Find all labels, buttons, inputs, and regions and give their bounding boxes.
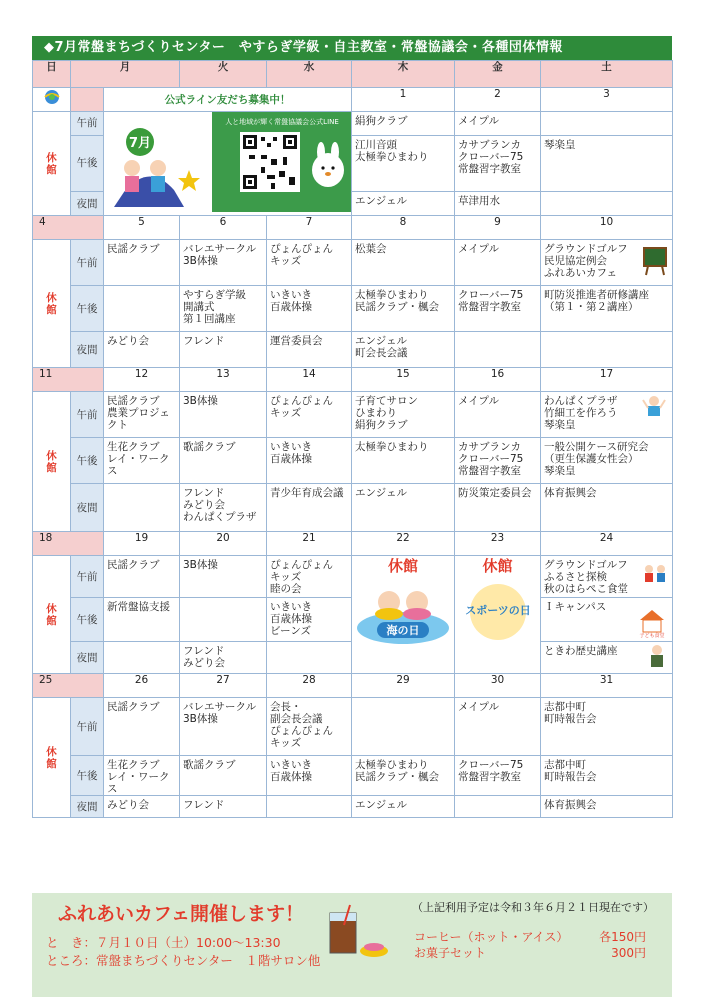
d2-am: メイプル	[455, 112, 541, 136]
d27-night: フレンド	[180, 796, 267, 818]
slot-pm: 午後	[71, 286, 104, 332]
d3-am	[541, 112, 673, 136]
samurai-icon	[648, 644, 666, 668]
d10-am: グラウンドゴルフ 民児協定例会 ふれあいカフェ	[541, 240, 673, 286]
d13-pm: 歌謡クラブ	[180, 438, 267, 484]
date-21: 21	[267, 532, 352, 556]
week2-night-row	[33, 332, 673, 368]
d21-pm: いきいき 百歳体操 ビーンズ	[267, 598, 352, 642]
d1-am: 絹狗クラブ	[352, 112, 455, 136]
date-31: 31	[541, 674, 673, 698]
date-26: 26	[104, 674, 180, 698]
slot-pm: 午後	[71, 135, 104, 191]
d21-night	[267, 642, 352, 674]
d9-night	[455, 332, 541, 368]
slot-night: 夜間	[71, 642, 104, 674]
date-24: 24	[541, 532, 673, 556]
d29-am	[352, 698, 455, 756]
people-icon	[640, 560, 670, 590]
d24-pm: Ｉキャンパス 子ども食堂	[541, 598, 673, 642]
date-8: 8	[352, 216, 455, 240]
d9-am: メイプル	[455, 240, 541, 286]
sports-day-illustration	[456, 572, 540, 652]
d2-pm: カサブランカ クローバー75 常盤習字教室	[455, 135, 541, 191]
date-14: 14	[267, 368, 352, 392]
line-promo-image	[104, 112, 352, 216]
schedule-note: （上記利用予定は令和３年６月２１日現在です）	[412, 901, 654, 914]
week4-date-row	[33, 532, 673, 556]
d7-night: 運営委員会	[267, 332, 352, 368]
weekday-sun: 日	[33, 61, 71, 88]
week3-pm-row	[33, 438, 673, 484]
cafe-date: と き：７月１０日（土）10:00〜13:30	[46, 935, 281, 950]
date-12: 12	[104, 368, 180, 392]
d31-am: 志都中町 町時報告会	[541, 698, 673, 756]
date-7: 7	[267, 216, 352, 240]
slot-night: 夜間	[71, 796, 104, 818]
d15-night: エンジェル	[352, 484, 455, 532]
date-10: 10	[541, 216, 673, 240]
date-15: 15	[352, 368, 455, 392]
d5-pm	[104, 286, 180, 332]
d14-am: ぴょんぴょん キッズ	[267, 392, 352, 438]
date-19: 19	[104, 532, 180, 556]
cafe-announcement	[32, 893, 672, 997]
date-11: 11	[33, 368, 104, 392]
d29-night: エンジェル	[352, 796, 455, 818]
weekday-mon: 月	[71, 61, 180, 88]
iced-coffee-icon	[322, 903, 392, 963]
week1-am-row	[33, 112, 673, 136]
slot-spacer	[71, 88, 104, 112]
holiday-label: 休館	[482, 557, 513, 575]
d6-am: バレエサークル 3B体操	[180, 240, 267, 286]
d3-night	[541, 192, 673, 216]
d8-night: エンジェル 町会長会議	[352, 332, 455, 368]
d26-night: みどり会	[104, 796, 180, 818]
signboard-icon	[642, 246, 668, 276]
d17-am: わんぱくプラザ 竹細工を作ろう 琴楽皇	[541, 392, 673, 438]
d26-pm: 生花クラブ レイ・ワークス	[104, 756, 180, 796]
date-16: 16	[455, 368, 541, 392]
week2-date-row	[33, 216, 673, 240]
d8-pm: 太極拳ひまわり 民謡クラブ・楓会	[352, 286, 455, 332]
d27-pm: 歌謡クラブ	[180, 756, 267, 796]
d31-pm: 志都中町 町時報告会	[541, 756, 673, 796]
umi-label: 海の日	[386, 624, 420, 637]
week2-am-row	[33, 240, 673, 286]
line-caption: 人と地域が輝く常盤協議会公式LINE	[225, 118, 339, 126]
d22-holiday	[352, 556, 455, 674]
slot-am: 午前	[71, 112, 104, 136]
month-badge: 7月	[128, 136, 152, 151]
date-27: 27	[180, 674, 267, 698]
weekday-tue: 火	[180, 61, 267, 88]
slot-night: 夜間	[71, 192, 104, 216]
d16-night: 防災策定委員会	[455, 484, 541, 532]
d28-pm: いきいき 百歳体操	[267, 756, 352, 796]
week3-date-row	[33, 368, 673, 392]
sports-label: スポーツの日	[464, 604, 531, 617]
d20-night: フレンド みどり会	[180, 642, 267, 674]
calendar-page	[32, 36, 672, 818]
d23-holiday	[455, 556, 541, 674]
kodomo-shokudo-icon	[638, 608, 666, 638]
d20-pm	[180, 598, 267, 642]
weekday-wed: 水	[267, 61, 352, 88]
d3-pm: 琴楽皇	[541, 135, 673, 191]
d6-pm: やすらぎ学級 開講式 第１回講座	[180, 286, 267, 332]
child-figure-icon	[642, 394, 666, 420]
d15-pm: 太極拳ひまわり	[352, 438, 455, 484]
d27-am: バレエサークル 3B体操	[180, 698, 267, 756]
cafe-menu	[414, 929, 646, 961]
date-29: 29	[352, 674, 455, 698]
slot-am: 午前	[71, 698, 104, 756]
slot-am: 午前	[71, 240, 104, 286]
d10-night	[541, 332, 673, 368]
weekday-fri: 金	[455, 61, 541, 88]
date-5: 5	[104, 216, 180, 240]
d1-night: エンジェル	[352, 192, 455, 216]
d17-night: 体育振興会	[541, 484, 673, 532]
d24-night: ときわ歴史講座	[541, 642, 673, 674]
d17-pm: 一般公開ケース研究会 （更生保護女性会） 琴楽皇	[541, 438, 673, 484]
cafe-place: ところ：常盤まちづくりセンター １階サロン他	[46, 953, 321, 968]
date-22: 22	[352, 532, 455, 556]
week5-am-row	[33, 698, 673, 756]
calendar-table	[32, 60, 673, 818]
date-25: 25	[33, 674, 104, 698]
slot-pm: 午後	[71, 756, 104, 796]
date-18: 18	[33, 532, 104, 556]
d19-am: 民謡クラブ	[104, 556, 180, 598]
d10-pm: 町防災推進者研修講座 （第１・第２講座）	[541, 286, 673, 332]
d14-pm: いきいき 百歳体操	[267, 438, 352, 484]
d30-am: メイプル	[455, 698, 541, 756]
closed-label: 休 館	[33, 112, 71, 216]
week1-date-row	[33, 88, 673, 112]
date-13: 13	[180, 368, 267, 392]
d13-night: フレンド みどり会 わんぱくプラザ	[180, 484, 267, 532]
closed-label: 休 館	[33, 240, 71, 368]
d31-night: 体育振興会	[541, 796, 673, 818]
slot-pm: 午後	[71, 438, 104, 484]
closed-label: 休 館	[33, 392, 71, 532]
weekday-sat: 土	[541, 61, 673, 88]
center-logo-icon	[33, 88, 71, 112]
d1-pm: 江川音頭 太極拳ひまわり	[352, 135, 455, 191]
d20-am: 3B体操	[180, 556, 267, 598]
slot-pm: 午後	[71, 598, 104, 642]
d12-pm: 生花クラブ レイ・ワークス	[104, 438, 180, 484]
closed-label: 休 館	[33, 698, 71, 818]
date-9: 9	[455, 216, 541, 240]
week3-night-row	[33, 484, 673, 532]
d12-am: 民謡クラブ 農業プロジェクト	[104, 392, 180, 438]
d14-night: 青少年育成会議	[267, 484, 352, 532]
d30-night	[455, 796, 541, 818]
d16-am: メイプル	[455, 392, 541, 438]
slot-am: 午前	[71, 556, 104, 598]
line-banner: 公式ライン友だち募集中！	[104, 88, 352, 112]
slot-am: 午前	[71, 392, 104, 438]
d2-night: 草津用水	[455, 192, 541, 216]
date-4: 4	[33, 216, 104, 240]
d28-night	[267, 796, 352, 818]
d19-pm: 新常盤協支援	[104, 598, 180, 642]
d24-am: グラウンドゴルフ ふるさと探検 秋のはらぺこ食堂	[541, 556, 673, 598]
date-6: 6	[180, 216, 267, 240]
d28-am: 会長・ 副会長会議 ぴょんぴょん キッズ	[267, 698, 352, 756]
d26-am: 民謡クラブ	[104, 698, 180, 756]
week5-night-row	[33, 796, 673, 818]
date-23: 23	[455, 532, 541, 556]
week5-pm-row	[33, 756, 673, 796]
d6-night: フレンド	[180, 332, 267, 368]
week3-am-row	[33, 392, 673, 438]
closed-label: 休 館	[33, 556, 71, 674]
d7-am: ぴょんぴょん キッズ	[267, 240, 352, 286]
date-1: 1	[352, 88, 455, 112]
weekday-thu: 木	[352, 61, 455, 88]
d7-pm: いきいき 百歳体操	[267, 286, 352, 332]
menu-item: コーヒー（ホット・アイス） 各150円	[414, 930, 646, 944]
week2-pm-row	[33, 286, 673, 332]
page-title: ◆7月常盤まちづくりセンター やすらぎ学級・自主教室・常盤協議会・各種団体情報	[32, 36, 672, 60]
holiday-label: 休館	[387, 557, 418, 575]
weekday-header-row	[33, 61, 673, 88]
date-3: 3	[541, 88, 673, 112]
date-30: 30	[455, 674, 541, 698]
kodomo-label: 子ども食堂	[639, 633, 665, 638]
d30-pm: クローバー75 常盤習字教室	[455, 756, 541, 796]
d29-pm: 太極拳ひまわり 民謡クラブ・楓会	[352, 756, 455, 796]
week4-am-row	[33, 556, 673, 598]
d5-am: 民謡クラブ	[104, 240, 180, 286]
slot-night: 夜間	[71, 484, 104, 532]
date-20: 20	[180, 532, 267, 556]
d8-am: 松葉会	[352, 240, 455, 286]
d5-night: みどり会	[104, 332, 180, 368]
cafe-title: ふれあいカフェ開催します！	[58, 903, 305, 925]
d15-am: 子育てサロン ひまわり 絹狗クラブ	[352, 392, 455, 438]
umi-no-hi-illustration	[353, 572, 453, 652]
d21-am: ぴょんぴょん キッズ 睦の会	[267, 556, 352, 598]
menu-item: お菓子セット 300円	[414, 946, 646, 960]
d12-night	[104, 484, 180, 532]
d13-am: 3B体操	[180, 392, 267, 438]
date-28: 28	[267, 674, 352, 698]
d19-night	[104, 642, 180, 674]
date-17: 17	[541, 368, 673, 392]
date-2: 2	[455, 88, 541, 112]
week5-date-row	[33, 674, 673, 698]
d16-pm: カサブランカ クローバー75 常盤習字教室	[455, 438, 541, 484]
d9-pm: クローバー75 常盤習字教室	[455, 286, 541, 332]
slot-night: 夜間	[71, 332, 104, 368]
